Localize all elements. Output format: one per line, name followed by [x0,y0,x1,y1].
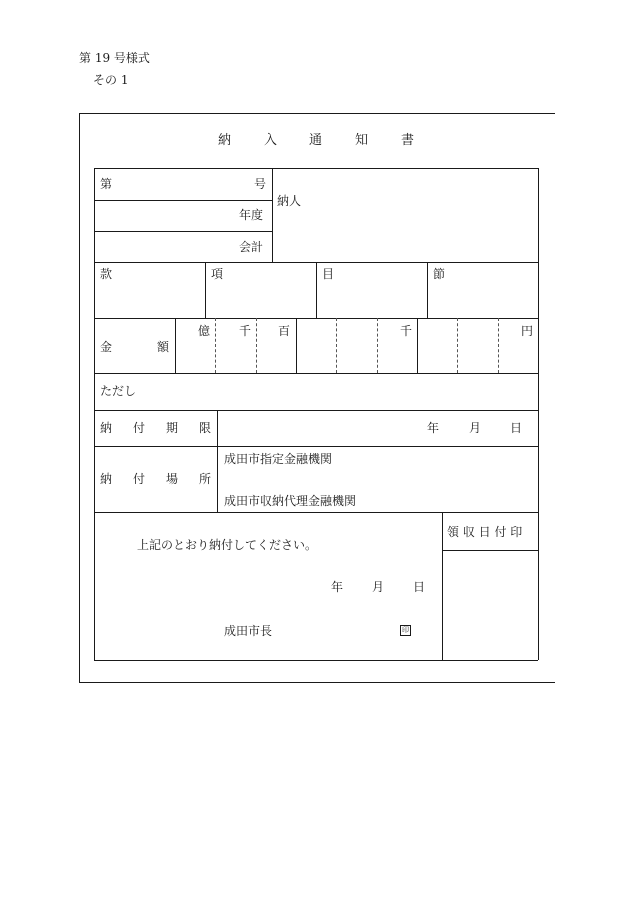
kan-label: 款 [100,267,113,281]
table-line [336,318,337,373]
due-month-label: 月 [469,421,482,435]
unit-sen-upper: 千 [239,324,252,338]
table-line [94,446,538,447]
title-char-2: 入 [264,133,278,148]
table-line [442,512,443,660]
notice-month-label: 月 [372,580,385,594]
table-line [427,262,428,318]
table-line [94,168,538,169]
form-number: 第 19 号様式 [79,51,150,65]
due-date-label-3: 期 [166,421,179,435]
table-line [377,318,378,373]
outer-frame [79,113,555,683]
table-line [94,231,272,232]
table-line [457,318,458,373]
title-char-1: 納 [218,133,232,148]
due-date-label-1: 納 [100,421,113,435]
table-line [94,660,538,661]
table-line [272,168,273,262]
issuer-name: 成田市長 [224,624,273,638]
table-line [94,410,538,411]
table-line [94,200,272,201]
number-prefix: 第 [100,177,113,191]
designated-bank: 成田市指定金融機関 [224,452,333,466]
table-line [215,318,216,373]
payment-place-label-2: 付 [133,472,146,486]
table-line [316,262,317,318]
payment-place-label-4: 所 [199,472,212,486]
payment-place-label-1: 納 [100,472,113,486]
table-line [442,550,538,551]
table-line [94,168,95,660]
receipt-date-stamp-label: 領 収 日 付 印 [447,525,523,539]
title-char-5: 書 [401,133,415,148]
agency-bank: 成田市収納代理金融機関 [224,494,357,508]
number-suffix: 号 [254,177,267,191]
seal-mark: 印 [402,626,409,634]
unit-oku: 億 [198,324,211,338]
proviso-label: ただし [100,384,137,398]
table-line [417,318,418,373]
payment-request-message: 上記のとおり納付してください。 [137,538,318,552]
table-line [205,262,206,318]
due-date-label-2: 付 [133,421,146,435]
table-line [217,410,218,512]
unit-sen-lower: 千 [400,324,413,338]
form-subtitle: その 1 [93,73,129,87]
unit-en: 円 [521,324,534,338]
payment-place-label-3: 場 [166,472,179,486]
table-line [256,318,257,373]
table-line [94,512,538,513]
notice-day-label: 日 [413,580,426,594]
due-day-label: 日 [510,421,523,435]
payer-label: 納人 [277,194,302,208]
fiscal-year-label: 年度 [239,208,264,222]
due-date-label-4: 限 [199,421,212,435]
setsu-label: 節 [433,267,446,281]
moku-label: 目 [322,267,335,281]
table-line [538,168,539,660]
kou-label: 項 [211,267,224,281]
title-char-4: 知 [355,133,369,148]
amount-label-right: 額 [157,340,170,354]
unit-hyaku: 百 [278,324,291,338]
table-line [296,318,297,373]
table-line [94,318,538,319]
account-label: 会計 [239,240,264,254]
amount-label-left: 金 [100,340,113,354]
table-line [498,318,499,373]
title-char-3: 通 [309,133,323,148]
notice-year-label: 年 [331,580,344,594]
table-line [94,373,538,374]
due-year-label: 年 [427,421,440,435]
table-line [175,318,176,373]
